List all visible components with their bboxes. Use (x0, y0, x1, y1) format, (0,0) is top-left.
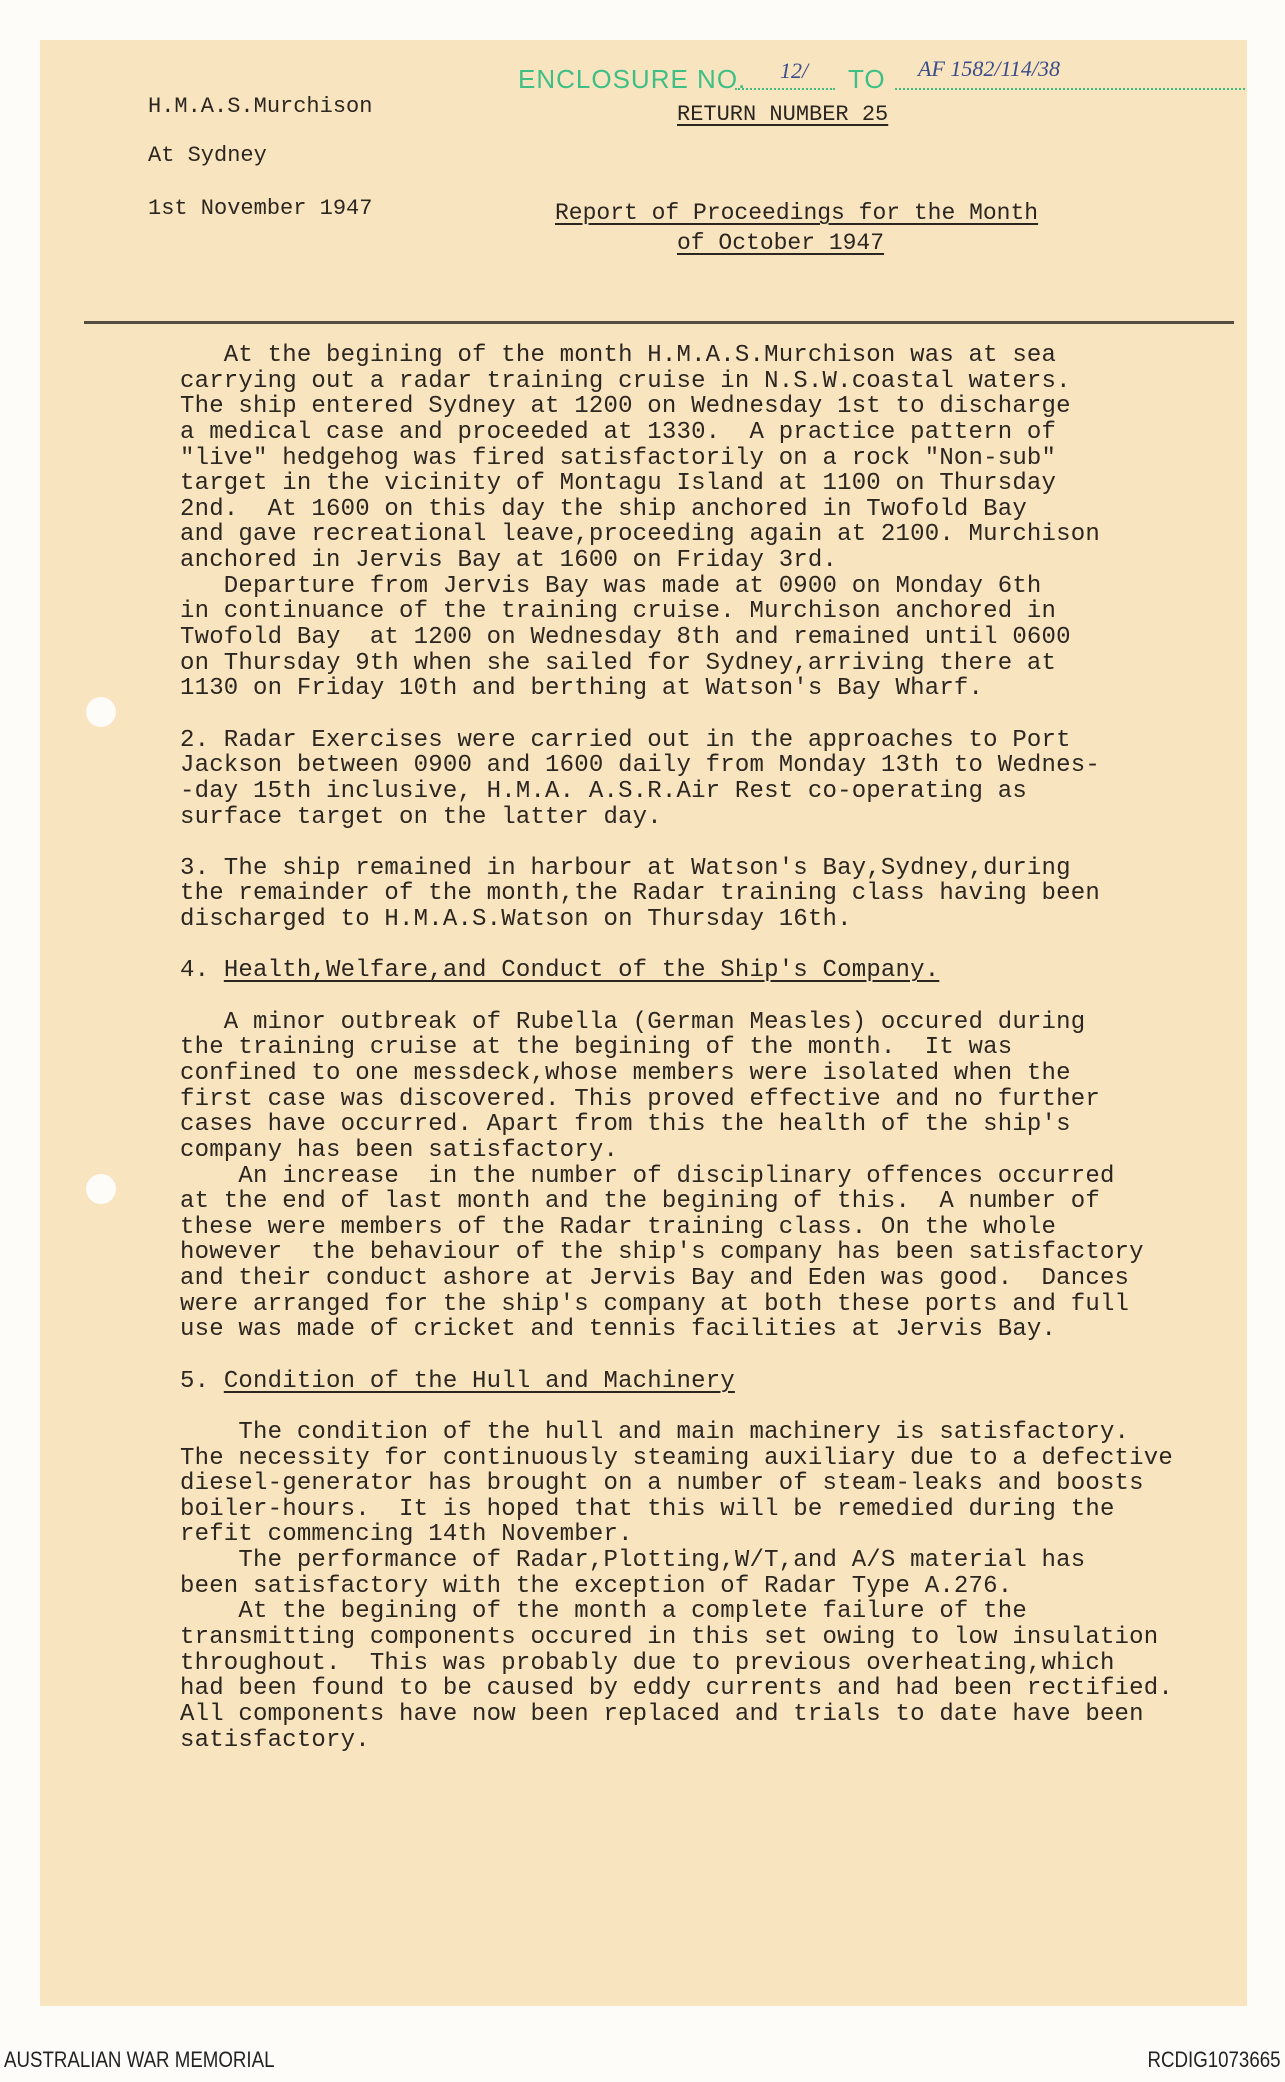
punch-hole (86, 1174, 116, 1204)
body-line (180, 933, 1173, 959)
body-line (180, 394, 1173, 420)
line-text: on Thursday 9th when she sailed for Sydney,arriving there at (180, 649, 1057, 677)
body-line (180, 1420, 1173, 1446)
line-text: All components have now been replaced and trials to date have been (180, 1700, 1144, 1728)
line-text: cases have occurred. Apart from this the health of the ship's (180, 1111, 1071, 1139)
enclosure-reference: AF 1582/114/38 (918, 56, 1060, 81)
body-line (180, 1625, 1173, 1651)
line-text: these were members of the Radar training class. On the whole (180, 1213, 1057, 1241)
body-line (180, 1215, 1173, 1241)
line-text: Departure from Jervis Bay was made at 0900 on Monday 6th (180, 572, 1042, 600)
section-heading (180, 958, 1173, 984)
body-line (180, 1702, 1173, 1728)
archive-name: AUSTRALIAN WAR MEMORIAL (4, 2047, 275, 2072)
body-line (180, 1599, 1173, 1625)
line-text: confined to one messdeck,whose members were isolated when the (180, 1059, 1071, 1087)
body-line (180, 1676, 1173, 1702)
body-line (180, 1343, 1173, 1369)
divider (84, 321, 1234, 324)
line-text: Twofold Bay at 1200 on Wednesday 8th and remained until 0600 (180, 624, 1071, 652)
punch-hole (86, 697, 116, 727)
line-text: first case was discovered. This proved effective and no further (180, 1085, 1100, 1113)
body-line (180, 856, 1173, 882)
body-line (180, 1394, 1173, 1420)
body-line (180, 1446, 1173, 1472)
body-line (180, 1522, 1173, 1548)
body-line (180, 1240, 1173, 1266)
line-text: The condition of the hull and main machinery is satisfactory. (180, 1418, 1130, 1446)
report-body (180, 343, 1173, 1753)
body-line (180, 1292, 1173, 1318)
line-text: use was made of cricket and tennis facilities at Jervis Bay. (180, 1316, 1057, 1344)
heading-text: Condition of the Hull and Machinery (223, 1367, 735, 1395)
line-text: diesel-generator has brought on a number of steam-leaks and boosts (180, 1470, 1144, 1498)
line-text: throughout. This was probably due to previous overheating,which (180, 1649, 1115, 1677)
line-text: 2nd. At 1600 on this day the ship anchored in Twofold Bay (180, 495, 1027, 523)
body-line (180, 651, 1173, 677)
line-text: A minor outbreak of Rubella (German Measles) occured during (180, 1008, 1086, 1036)
body-line (180, 1651, 1173, 1677)
line-text: been satisfactory with the exception of Radar Type A.276. (180, 1572, 1013, 1600)
body-line (180, 1087, 1173, 1113)
body-line (180, 1061, 1173, 1087)
body-line (180, 676, 1173, 702)
archive-id: RCDIG1073665 (1147, 2047, 1281, 2072)
body-line (180, 1035, 1173, 1061)
line-text: satisfactory. (180, 1726, 370, 1754)
body-line (180, 1010, 1173, 1036)
line-text: the remainder of the month,the Radar training class having been (180, 880, 1100, 908)
body-line (180, 1497, 1173, 1523)
body-line (180, 728, 1173, 754)
body-line (180, 984, 1173, 1010)
line-text: An increase in the number of disciplinary offences occurred (180, 1162, 1115, 1190)
report-date: 1st November 1947 (148, 196, 373, 221)
line-text: 5. (180, 1367, 224, 1395)
enclosure-to: TO (848, 64, 886, 94)
return-number: RETURN NUMBER 25 (677, 102, 889, 127)
body-line (180, 1574, 1173, 1600)
body-line (180, 1728, 1173, 1754)
body-line (180, 1189, 1173, 1215)
body-line (180, 1266, 1173, 1292)
body-line (180, 369, 1173, 395)
line-text: "live" hedgehog was fired satisfactorily on a rock "Non-sub" (180, 444, 1057, 472)
line-text: transmitting components occured in this set owing to low insulation (180, 1624, 1159, 1652)
line-text: refit commencing 14th November. (180, 1521, 633, 1549)
line-text: however the behaviour of the ship's company has been satisfactory (180, 1239, 1144, 1267)
body-line (180, 1317, 1173, 1343)
line-text: a medical case and proceeded at 1330. A practice pattern of (180, 418, 1057, 446)
body-line (180, 805, 1173, 831)
line-text: anchored in Jervis Bay at 1600 on Friday 3rd. (180, 547, 838, 575)
body-line (180, 625, 1173, 651)
line-text: carrying out a radar training cruise in N.S.W.coastal waters. (180, 367, 1071, 395)
body-line (180, 830, 1173, 856)
line-text: Jackson between 0900 and 1600 daily from Monday 13th to Wednes- (180, 752, 1100, 780)
enclosure-stamp: ENCLOSURE NO. (518, 64, 747, 94)
line-text: 2. Radar Exercises were carried out in the approaches to Port (180, 726, 1071, 754)
body-line (180, 907, 1173, 933)
body-line (180, 702, 1173, 728)
line-text: in continuance of the training cruise. Murchison anchored in (180, 598, 1057, 626)
heading-text: Health,Welfare,and Conduct of the Ship's Company. (223, 957, 940, 985)
line-text: The necessity for continuously steaming auxiliary due to a defective (180, 1444, 1173, 1472)
body-line (180, 497, 1173, 523)
body-line (180, 753, 1173, 779)
line-text: -day 15th inclusive, H.M.A. A.S.R.Air Rest co-operating as (180, 777, 1027, 805)
line-text: 3. The ship remained in harbour at Watson's Bay,Sydney,during (180, 854, 1071, 882)
body-line (180, 599, 1173, 625)
enclosure-number: 12/ (780, 58, 809, 83)
body-line (180, 522, 1173, 548)
ship-name: H.M.A.S.Murchison (148, 94, 373, 119)
body-line (180, 881, 1173, 907)
body-line (180, 1112, 1173, 1138)
line-text: surface target on the latter day. (180, 803, 662, 831)
line-text: were arranged for the ship's company at both these ports and full (180, 1290, 1130, 1318)
body-line (180, 446, 1173, 472)
line-text: and their conduct ashore at Jervis Bay and Eden was good. Dances (180, 1265, 1130, 1293)
line-text: The performance of Radar,Plotting,W/T,and A/S material has (180, 1547, 1086, 1575)
line-text: at the end of last month and the begining of this. A number of (180, 1188, 1100, 1216)
section-heading (180, 1369, 1173, 1395)
line-text: discharged to H.M.A.S.Watson on Thursday 16th. (180, 906, 852, 934)
line-text: had been found to be caused by eddy currents and had been rectified. (180, 1675, 1173, 1703)
line-text: and gave recreational leave,proceeding again at 2100. Murchison (180, 521, 1100, 549)
location: At Sydney (148, 143, 267, 168)
body-line (180, 343, 1173, 369)
body-line (180, 574, 1173, 600)
line-text: boiler-hours. It is hoped that this will be remedied during the (180, 1495, 1115, 1523)
line-text: 1130 on Friday 10th and berthing at Watson's Bay Wharf. (180, 675, 984, 703)
body-line (180, 779, 1173, 805)
line-text: The ship entered Sydney at 1200 on Wednesday 1st to discharge (180, 393, 1071, 421)
body-line (180, 1548, 1173, 1574)
line-text: At the begining of the month a complete failure of the (180, 1598, 1027, 1626)
line-text: company has been satisfactory. (180, 1136, 619, 1164)
body-line (180, 420, 1173, 446)
body-line (180, 1164, 1173, 1190)
report-title-line2: of October 1947 (677, 230, 885, 256)
line-text: At the begining of the month H.M.A.S.Murchison was at sea (180, 342, 1057, 369)
line-text: target in the vicinity of Montagu Island at 1100 on Thursday (180, 470, 1057, 498)
line-text: 4. (180, 957, 224, 985)
body-line (180, 471, 1173, 497)
report-title-line1: Report of Proceedings for the Month (555, 200, 1039, 226)
body-line (180, 1471, 1173, 1497)
line-text: the training cruise at the begining of the month. It was (180, 1034, 1013, 1062)
body-line (180, 1138, 1173, 1164)
body-line (180, 548, 1173, 574)
